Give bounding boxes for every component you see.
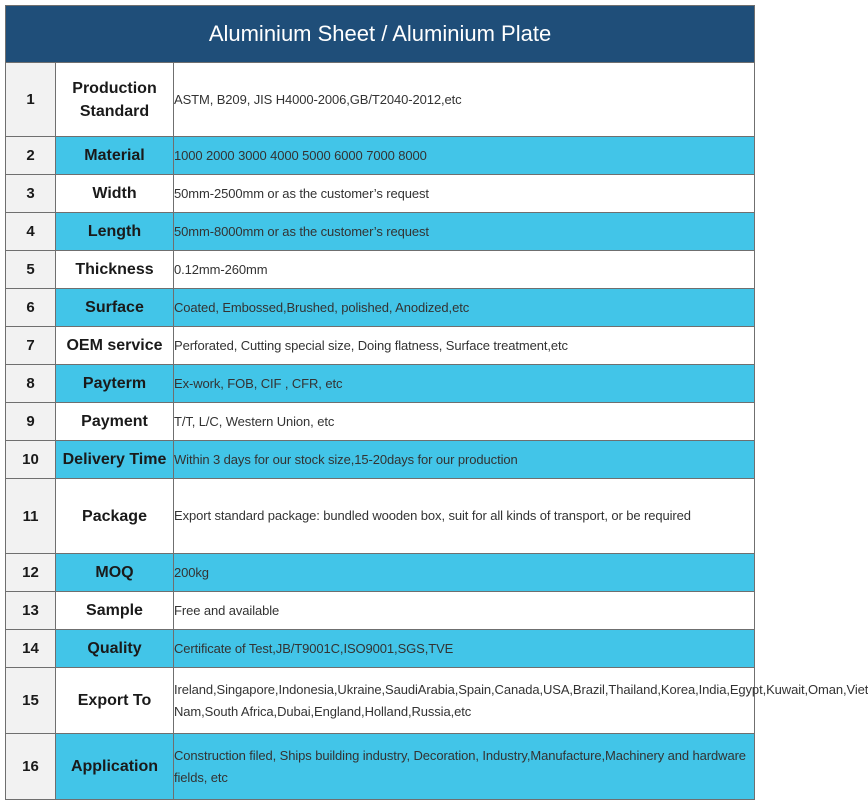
table-row	[6, 365, 755, 403]
row-value: Free and available	[174, 592, 755, 630]
table-row	[6, 251, 755, 289]
row-label: Production Standard	[56, 63, 174, 137]
table-row	[6, 289, 755, 327]
row-number: 6	[6, 289, 56, 327]
row-label: Length	[56, 213, 174, 251]
row-value: Within 3 days for our stock size,15-20days for our production	[174, 441, 755, 479]
row-label: Thickness	[56, 251, 174, 289]
row-value: Coated, Embossed,Brushed, polished, Anodized,etc	[174, 289, 755, 327]
row-label: Material	[56, 137, 174, 175]
table-title: Aluminium Sheet / Aluminium Plate	[6, 6, 755, 63]
row-number: 7	[6, 327, 56, 365]
row-label: Quality	[56, 630, 174, 668]
table-row	[6, 668, 755, 734]
row-value: Perforated, Cutting special size, Doing flatness, Surface treatment,etc	[174, 327, 755, 365]
table-row	[6, 592, 755, 630]
row-value: 0.12mm-260mm	[174, 251, 755, 289]
row-value: 50mm-2500mm or as the customer’s request	[174, 175, 755, 213]
row-value: 200kg	[174, 554, 755, 592]
row-number: 5	[6, 251, 56, 289]
row-label: Sample	[56, 592, 174, 630]
row-value: T/T, L/C, Western Union, etc	[174, 403, 755, 441]
row-label: Payterm	[56, 365, 174, 403]
table-row	[6, 175, 755, 213]
row-number: 13	[6, 592, 56, 630]
row-value: 50mm-8000mm or as the customer’s request	[174, 213, 755, 251]
row-label: Payment	[56, 403, 174, 441]
row-label: Width	[56, 175, 174, 213]
row-number: 8	[6, 365, 56, 403]
spec-table	[5, 5, 868, 800]
row-label: Application	[56, 734, 174, 800]
table-row	[6, 554, 755, 592]
table-row	[6, 137, 755, 175]
row-number: 10	[6, 441, 56, 479]
row-number: 15	[6, 668, 56, 734]
table-row	[6, 630, 755, 668]
table-row	[6, 327, 755, 365]
table-row	[6, 441, 755, 479]
table-row	[6, 403, 755, 441]
spec-sheet	[5, 5, 868, 800]
table-row	[6, 213, 755, 251]
row-number: 3	[6, 175, 56, 213]
table-row	[6, 734, 755, 800]
row-value: Construction filed, Ships building industry, Decoration, Industry,Manufacture,Machinery and hardware fields, etc	[174, 734, 755, 800]
row-number: 9	[6, 403, 56, 441]
spec-rows	[6, 63, 868, 800]
row-label: OEM service	[56, 327, 174, 365]
row-number: 11	[6, 479, 56, 554]
row-label: Package	[56, 479, 174, 554]
row-value: Certificate of Test,JB/T9001C,ISO9001,SGS,TVE	[174, 630, 755, 668]
table-row	[6, 479, 755, 554]
row-number: 14	[6, 630, 56, 668]
row-label: Surface	[56, 289, 174, 327]
table-row	[6, 63, 755, 137]
row-label: Export To	[56, 668, 174, 734]
row-number: 1	[6, 63, 56, 137]
row-label: MOQ	[56, 554, 174, 592]
row-number: 16	[6, 734, 56, 800]
row-label: Delivery Time	[56, 441, 174, 479]
row-number: 12	[6, 554, 56, 592]
row-value: 1000 2000 3000 4000 5000 6000 7000 8000	[174, 137, 755, 175]
row-value: Export standard package: bundled wooden box, suit for all kinds of transport, or be required	[174, 479, 755, 554]
row-value: ASTM, B209, JIS H4000-2006,GB/T2040-2012,etc	[174, 63, 755, 137]
row-value: Ireland,Singapore,Indonesia,Ukraine,SaudiArabia,Spain,Canada,USA,Brazil,Thailand,Korea,India,Egypt,Kuwait,Oman,Viet Nam,South Africa,Dubai,England,Holland,Russia,etc	[174, 668, 755, 734]
row-number: 4	[6, 213, 56, 251]
row-value: Ex-work, FOB, CIF , CFR, etc	[174, 365, 755, 403]
row-number: 2	[6, 137, 56, 175]
